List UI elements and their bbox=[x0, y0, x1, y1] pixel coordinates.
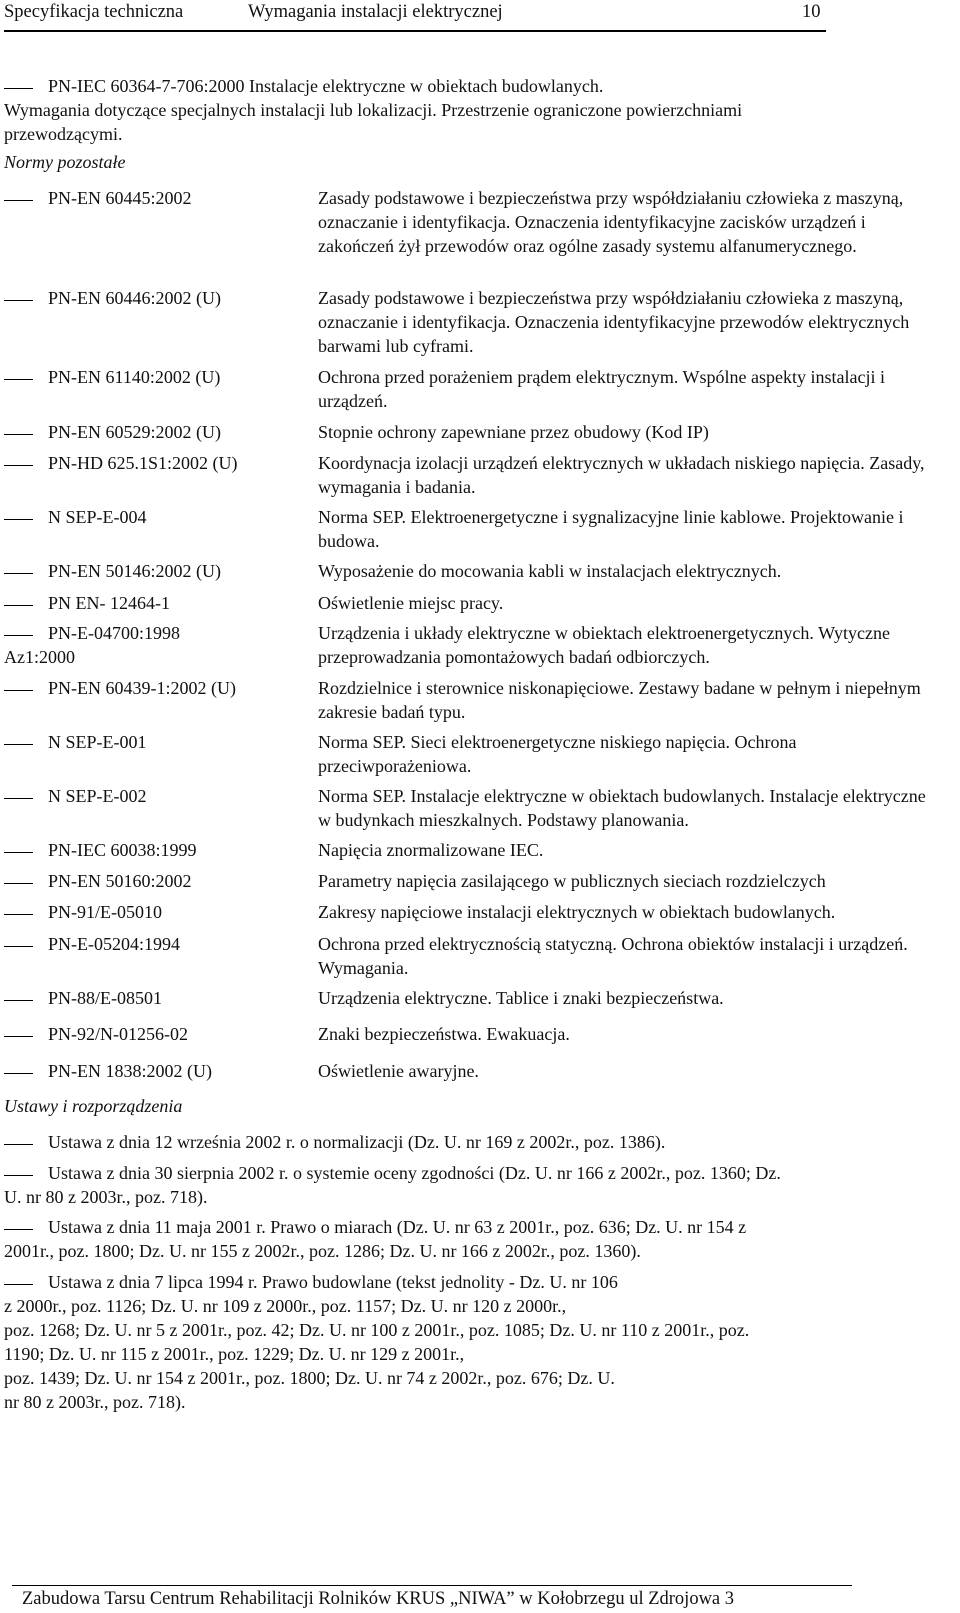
section-heading-other-norms: Normy pozostałe bbox=[4, 152, 126, 172]
norm-description: Zasady podstawowe i bezpieczeństwa przy współdziałaniu człowieka z maszyną, oznaczanie i identyfikacja. Oznaczenia identyfikacyjne przewodów elektrycznych barwami lub cyframi. bbox=[318, 288, 910, 356]
norm-description: Stopnie ochrony zapewniane przez obudowy (Kod IP) bbox=[318, 422, 709, 442]
norm-description: Oświetlenie miejsc pracy. bbox=[318, 593, 504, 613]
list-dash bbox=[4, 690, 33, 691]
intro-line: przewodzącymi. bbox=[4, 124, 123, 144]
header-document-type: Specyfikacja techniczna bbox=[4, 2, 184, 22]
list-dash bbox=[4, 465, 33, 466]
norm-code: PN-E-04700:1998 bbox=[48, 623, 180, 643]
list-dash bbox=[4, 914, 33, 915]
law-text-first-line: Ustawa z dnia 12 września 2002 r. o normalizacji (Dz. U. nr 169 z 2002r., poz. 1386). bbox=[48, 1132, 666, 1152]
intro-line: Wymagania dotyczące specjalnych instalacji lub lokalizacji. Przestrzenie ograniczone powierzchniami bbox=[4, 100, 743, 120]
list-dash bbox=[4, 379, 33, 380]
section-heading-laws: Ustawy i rozporządzenia bbox=[4, 1096, 183, 1116]
law-text-first-line: Ustawa z dnia 30 sierpnia 2002 r. o systemie oceny zgodności (Dz. U. nr 166 z 2002r., poz. 1360; Dz. bbox=[48, 1163, 781, 1183]
norm-description: Ochrona przed elektrycznością statyczną. Ochrona obiektów instalacji i urządzeń. Wymagania. bbox=[318, 934, 908, 978]
law-text-continuation: z 2000r., poz. 1126; Dz. U. nr 109 z 2000r., poz. 1157; Dz. U. nr 120 z 2000r., poz. 1268; Dz. U. nr 5 z 2001r., poz. 42; Dz. U. nr 100 z 2001r., poz. 1085; Dz. U. nr 110 z 2001r., poz. 1190; Dz. U. nr 115 z 2001r., poz. 1229; Dz. U. nr 129 z 2001r., poz. 1439; Dz. U. nr 154 z 2001r., poz. 1800; Dz. U. nr 74 z 2002r., poz. 676; Dz. U. nr 80 z 2003r., poz. 718). bbox=[4, 1296, 750, 1412]
list-dash bbox=[4, 946, 33, 947]
norm-description: Wyposażenie do mocowania kabli w instalacjach elektrycznych. bbox=[318, 561, 782, 581]
list-dash bbox=[4, 852, 33, 853]
norm-code: PN-IEC 60038:1999 bbox=[48, 840, 197, 860]
norm-description: Urządzenia elektryczne. Tablice i znaki bezpieczeństwa. bbox=[318, 988, 724, 1008]
norm-description: Norma SEP. Sieci elektroenergetyczne niskiego napięcia. Ochrona przeciwporażeniowa. bbox=[318, 732, 797, 776]
norm-description: Zasady podstawowe i bezpieczeństwa przy współdziałaniu człowieka z maszyną, oznaczanie i identyfikacja. Oznaczenia identyfikacyjne zacisków urządzeń i zakończeń żył przewodów oraz ogólne zasady systemu alfanumerycznego. bbox=[318, 188, 904, 256]
list-dash bbox=[4, 1144, 33, 1145]
list-dash bbox=[4, 200, 33, 201]
norm-description: Rozdzielnice i sterownice niskonapięciowe. Zestawy badane w pełnym i niepełnym zakresie badań typu. bbox=[318, 678, 921, 722]
list-dash bbox=[4, 605, 33, 606]
norm-code: N SEP-E-001 bbox=[48, 732, 147, 752]
list-dash bbox=[4, 635, 33, 636]
list-dash bbox=[4, 798, 33, 799]
list-dash bbox=[4, 1284, 33, 1285]
norm-code: PN-91/E-05010 bbox=[48, 902, 162, 922]
norm-description: Koordynacja izolacji urządzeń elektrycznych w układach niskiego napięcia. Zasady, wymagania i badania. bbox=[318, 453, 925, 497]
norm-code: N SEP-E-002 bbox=[48, 786, 147, 806]
list-dash bbox=[4, 744, 33, 745]
list-dash bbox=[4, 300, 33, 301]
norm-code: PN-EN 60446:2002 (U) bbox=[48, 288, 221, 308]
norm-description: Ochrona przed porażeniem prądem elektrycznym. Wspólne aspekty instalacji i urządzeń. bbox=[318, 367, 885, 411]
intro-line: PN-IEC 60364-7-706:2000 Instalacje elektryczne w obiektach budowlanych. bbox=[48, 76, 604, 96]
list-dash bbox=[4, 1175, 33, 1176]
norm-code: N SEP-E-004 bbox=[48, 507, 147, 527]
page-footer: Zabudowa Tarsu Centrum Rehabilitacji Rolników KRUS „NIWA” w Kołobrzegu ul Zdrojowa 3 bbox=[22, 1589, 735, 1609]
norm-code: PN-HD 625.1S1:2002 (U) bbox=[48, 453, 238, 473]
norm-description: Norma SEP. Instalacje elektryczne w obiektach budowlanych. Instalacje elektryczne w budynkach mieszkalnych. Podstawy planowania. bbox=[318, 786, 926, 830]
norm-code-continuation: Az1:2000 bbox=[4, 647, 75, 667]
norm-code: PN-92/N-01256-02 bbox=[48, 1024, 188, 1044]
law-text-continuation: 2001r., poz. 1800; Dz. U. nr 155 z 2002r., poz. 1286; Dz. U. nr 166 z 2002r., poz. 1360). bbox=[4, 1241, 641, 1261]
norm-code: PN-EN 60439-1:2002 (U) bbox=[48, 678, 236, 698]
list-dash bbox=[4, 88, 33, 89]
norm-code: PN-EN 1838:2002 (U) bbox=[48, 1061, 212, 1081]
norm-description: Parametry napięcia zasilającego w publicznych sieciach rozdzielczych bbox=[318, 871, 826, 891]
norm-description: Urządzenia i układy elektryczne w obiektach elektroenergetycznych. Wytyczne przeprowadzania pomontażowych badań odbiorczych. bbox=[318, 623, 890, 667]
list-dash bbox=[4, 1036, 33, 1037]
law-text-first-line: Ustawa z dnia 7 lipca 1994 r. Prawo budowlane (tekst jednolity - Dz. U. nr 106 bbox=[48, 1272, 618, 1292]
list-dash bbox=[4, 1000, 33, 1001]
norm-code: PN-88/E-08501 bbox=[48, 988, 162, 1008]
list-dash bbox=[4, 1229, 33, 1230]
list-dash bbox=[4, 883, 33, 884]
norm-code: PN-E-05204:1994 bbox=[48, 934, 180, 954]
norm-code: PN EN- 12464-1 bbox=[48, 593, 170, 613]
list-dash bbox=[4, 519, 33, 520]
law-text-first-line: Ustawa z dnia 11 maja 2001 r. Prawo o miarach (Dz. U. nr 63 z 2001r., poz. 636; Dz. U. nr 154 z bbox=[48, 1217, 747, 1237]
page-number: 10 bbox=[802, 2, 821, 22]
header-section-title: Wymagania instalacji elektrycznej bbox=[248, 2, 503, 22]
footer-rule bbox=[12, 1585, 852, 1586]
norm-description: Zakresy napięciowe instalacji elektrycznych w obiektach budowlanych. bbox=[318, 902, 836, 922]
list-dash bbox=[4, 434, 33, 435]
page-header bbox=[4, 0, 826, 32]
list-dash bbox=[4, 1073, 33, 1074]
norm-code: PN-EN 60529:2002 (U) bbox=[48, 422, 221, 442]
norm-description: Norma SEP. Elektroenergetyczne i sygnalizacyjne linie kablowe. Projektowanie i budowa. bbox=[318, 507, 904, 551]
norm-description: Znaki bezpieczeństwa. Ewakuacja. bbox=[318, 1024, 570, 1044]
norm-code: PN-EN 61140:2002 (U) bbox=[48, 367, 221, 387]
norm-code: PN-EN 50146:2002 (U) bbox=[48, 561, 221, 581]
law-text-continuation: U. nr 80 z 2003r., poz. 718). bbox=[4, 1187, 208, 1207]
norm-description: Oświetlenie awaryjne. bbox=[318, 1061, 479, 1081]
norm-code: PN-EN 50160:2002 bbox=[48, 871, 192, 891]
norm-code: PN-EN 60445:2002 bbox=[48, 188, 192, 208]
list-dash bbox=[4, 573, 33, 574]
norm-description: Napięcia znormalizowane IEC. bbox=[318, 840, 544, 860]
